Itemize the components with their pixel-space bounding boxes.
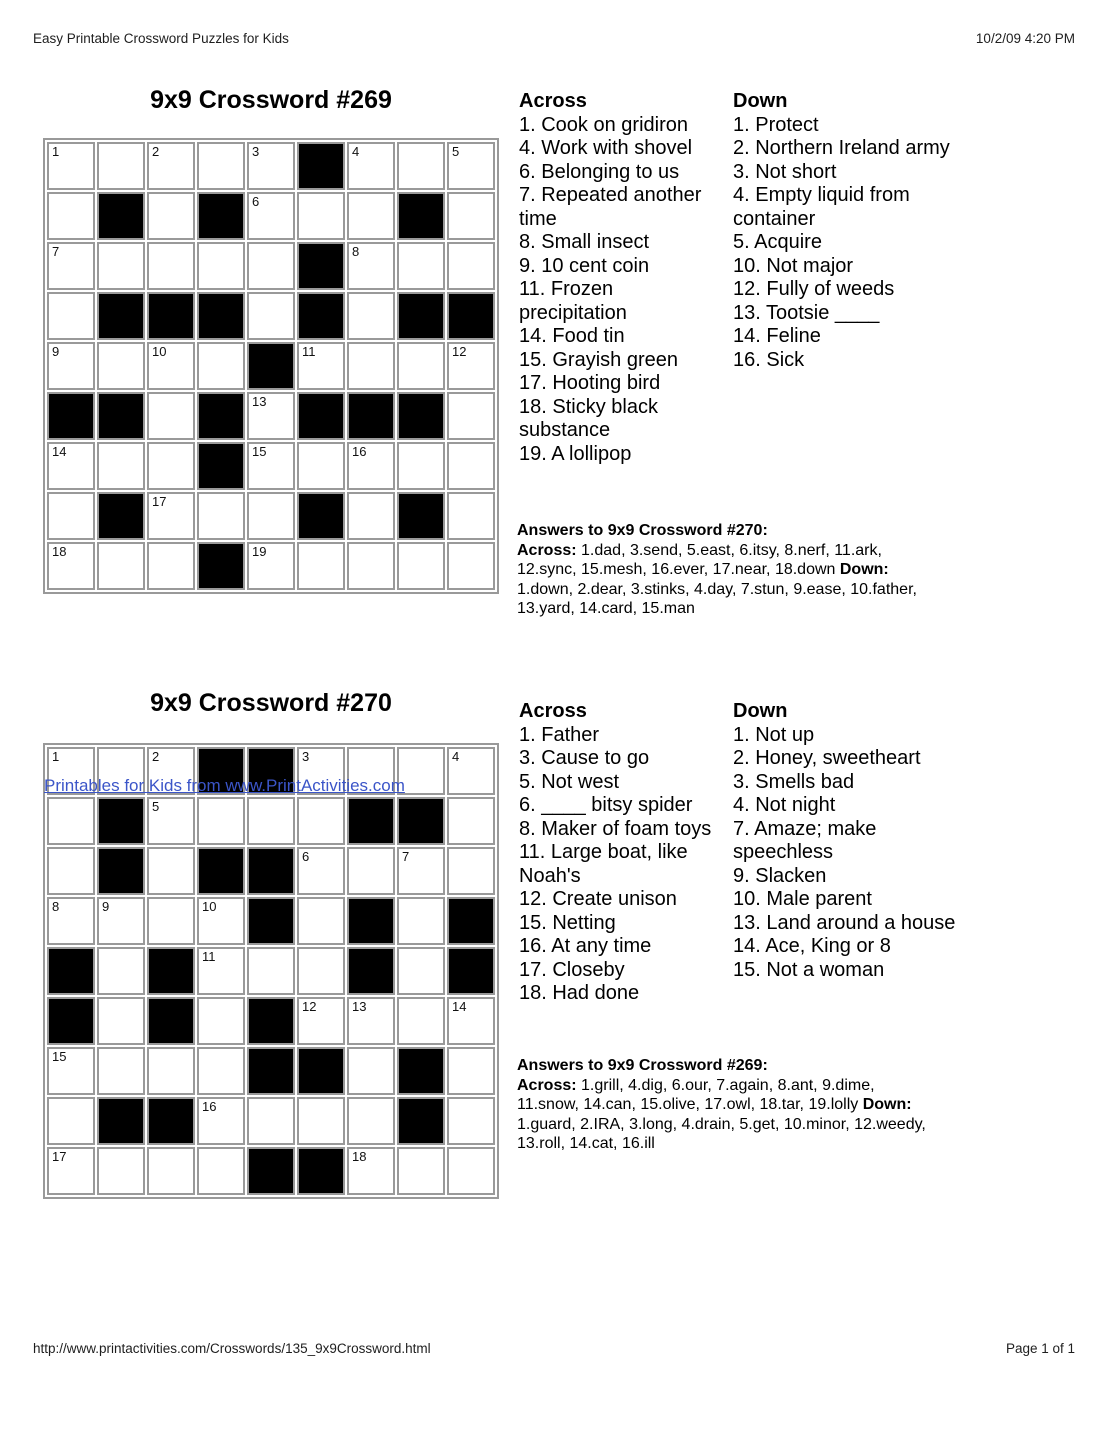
puzzle-270-clues (519, 700, 965, 1006)
grid-row (47, 542, 495, 590)
black-cell (297, 242, 345, 290)
clue-item: 17. Hooting bird (519, 372, 661, 394)
black-cell (47, 392, 95, 440)
white-cell (397, 142, 445, 190)
clue-item: 14. Feline (733, 325, 821, 347)
clue-item: 15. Not a woman (733, 958, 885, 981)
black-cell (397, 1047, 445, 1095)
clue-item: 11. Frozen precipitation (519, 278, 627, 324)
white-cell (47, 342, 95, 390)
black-cell (347, 947, 395, 995)
clue-item: 10. Not major (733, 254, 854, 277)
white-cell (397, 997, 445, 1045)
clue-item: 5. Not west (519, 770, 620, 793)
clue-item: 12. Create unison (519, 888, 677, 910)
white-cell (447, 492, 495, 540)
answers-down-label: Down: (862, 1096, 912, 1113)
white-cell (447, 142, 495, 190)
white-cell (247, 242, 295, 290)
cell-number: 13 (252, 394, 267, 409)
white-cell (247, 542, 295, 590)
white-cell (47, 242, 95, 290)
white-cell (147, 1147, 195, 1195)
cell-number: 18 (352, 1149, 367, 1164)
white-cell (47, 1147, 95, 1195)
grid-row (47, 947, 495, 995)
clue-item: 14. Food tin (519, 325, 625, 347)
white-cell (347, 1147, 395, 1195)
white-cell (197, 342, 245, 390)
white-cell (347, 242, 395, 290)
black-cell (297, 1147, 345, 1195)
white-cell (47, 797, 95, 845)
white-cell (197, 142, 245, 190)
white-cell (447, 797, 495, 845)
across-heading: Across (519, 90, 587, 112)
cell-number: 1 (52, 144, 60, 159)
black-cell (247, 997, 295, 1045)
black-cell (347, 797, 395, 845)
white-cell (197, 1147, 245, 1195)
cell-number: 6 (252, 194, 260, 209)
clue-item: 8. Maker of foam toys (519, 817, 712, 840)
cell-number: 17 (152, 494, 167, 509)
white-cell (297, 897, 345, 945)
white-cell (147, 1047, 195, 1095)
white-cell (447, 342, 495, 390)
down-clue-list (733, 114, 965, 373)
white-cell (347, 997, 395, 1045)
clue-item: 4. Empty liquid from container (733, 184, 910, 230)
cell-number: 15 (252, 444, 267, 459)
puzzle-269-title: 9x9 Crossword #269 (150, 86, 392, 114)
black-cell (97, 847, 145, 895)
cell-number: 1 (52, 749, 60, 764)
white-cell (397, 897, 445, 945)
cell-number: 2 (152, 144, 160, 159)
answers-text (517, 1076, 937, 1154)
white-cell (197, 997, 245, 1045)
clue-item: 18. Sticky black substance (519, 395, 658, 441)
black-cell (97, 797, 145, 845)
white-cell (347, 1047, 395, 1095)
white-cell (297, 342, 345, 390)
white-cell (347, 847, 395, 895)
white-cell (297, 442, 345, 490)
clue-item: 1. Cook on gridiron (519, 113, 688, 136)
white-cell (447, 392, 495, 440)
grid-row (47, 242, 495, 290)
clue-item: 3. Not short (733, 160, 837, 183)
white-cell (97, 997, 145, 1045)
white-cell (197, 947, 245, 995)
answers-across-label: Across: (517, 1076, 577, 1094)
white-cell (97, 1147, 145, 1195)
grid-row (47, 142, 495, 190)
clue-item: 1. Protect (733, 113, 819, 136)
white-cell (347, 542, 395, 590)
white-cell (97, 142, 145, 190)
white-cell (47, 1097, 95, 1145)
white-cell (147, 847, 195, 895)
clue-item: 13. Land around a house (733, 911, 956, 934)
black-cell (197, 847, 245, 895)
clue-item: 12. Fully of weeds (733, 278, 895, 300)
black-cell (147, 947, 195, 995)
clue-item: 9. 10 cent coin (519, 254, 650, 277)
white-cell (247, 1097, 295, 1145)
cell-number: 12 (302, 999, 317, 1014)
cell-number: 18 (52, 544, 67, 559)
clue-item: 7. Repeated another time (519, 184, 702, 230)
white-cell (297, 797, 345, 845)
black-cell (97, 192, 145, 240)
cell-number: 16 (202, 1099, 217, 1114)
clue-item: 8. Small insect (519, 231, 650, 253)
black-cell (397, 192, 445, 240)
white-cell (47, 442, 95, 490)
white-cell (197, 242, 245, 290)
black-cell (197, 192, 245, 240)
white-cell (147, 142, 195, 190)
crossword-grid-270 (43, 743, 499, 1199)
white-cell (447, 542, 495, 590)
white-cell (247, 797, 295, 845)
grid-row (47, 897, 495, 945)
puzzle-269-clues (519, 90, 965, 466)
clue-item: 18. Had done (519, 982, 640, 1004)
cell-number: 15 (52, 1049, 67, 1064)
across-column (519, 90, 724, 466)
black-cell (147, 1097, 195, 1145)
black-cell (297, 1047, 345, 1095)
white-cell (447, 1047, 495, 1095)
black-cell (447, 897, 495, 945)
white-cell (347, 192, 395, 240)
across-column (519, 700, 724, 1006)
clue-item: 16. Sick (733, 348, 805, 371)
clue-item: 9. Slacken (733, 864, 827, 887)
black-cell (97, 392, 145, 440)
white-cell (247, 442, 295, 490)
across-clue-list (519, 114, 724, 467)
answers-heading: Answers to 9x9 Crossword #269: (517, 1057, 768, 1074)
white-cell (247, 947, 295, 995)
answers-down-label: Down: (839, 561, 889, 578)
printactivities-link[interactable]: Printables for Kids from www.PrintActivities.com (44, 776, 405, 795)
cell-number: 11 (302, 344, 316, 359)
white-cell (397, 1147, 445, 1195)
cell-number: 10 (202, 899, 217, 914)
white-cell (247, 492, 295, 540)
answers-block-270 (517, 521, 937, 619)
cell-number: 14 (52, 444, 67, 459)
cell-number: 12 (452, 344, 467, 359)
white-cell (147, 542, 195, 590)
clue-item: 1. Not up (733, 723, 815, 746)
white-cell (347, 442, 395, 490)
clue-item: 13. Tootsie ____ (733, 301, 880, 324)
cell-number: 3 (252, 144, 260, 159)
black-cell (47, 947, 95, 995)
white-cell (297, 847, 345, 895)
cell-number: 5 (452, 144, 460, 159)
white-cell (147, 797, 195, 845)
clue-item: 15. Grayish green (519, 348, 678, 371)
black-cell (247, 342, 295, 390)
white-cell (447, 192, 495, 240)
clue-item: 17. Closeby (519, 958, 625, 981)
grid-row (47, 342, 495, 390)
white-cell (47, 847, 95, 895)
grid-row (47, 1047, 495, 1095)
white-cell (97, 342, 145, 390)
white-cell (97, 947, 145, 995)
white-cell (97, 1047, 145, 1095)
grid-row (47, 797, 495, 845)
cell-number: 17 (52, 1149, 67, 1164)
black-cell (447, 292, 495, 340)
black-cell (397, 1097, 445, 1145)
white-cell (47, 542, 95, 590)
grid-row (47, 1147, 495, 1195)
cell-number: 2 (152, 749, 160, 764)
black-cell (397, 797, 445, 845)
answers-across-values: 1.dad, 3.send, 5.east, 6.itsy, 8.nerf, 11.ark, 12.sync, 15.mesh, 16.ever, 17.near, 18.down (517, 541, 882, 578)
white-cell (147, 342, 195, 390)
clue-item: 15. Netting (519, 911, 616, 934)
answers-across-values: 1.grill, 4.dig, 6.our, 7.again, 8.ant, 9.dime, 11.snow, 14.can, 15.olive, 17.owl, 18.tar, 19.lolly (517, 1076, 875, 1113)
white-cell (347, 342, 395, 390)
white-cell (47, 292, 95, 340)
footer-url: http://www.printactivities.com/Crosswords/135_9x9Crossword.html (33, 1341, 431, 1356)
cell-number: 7 (402, 849, 410, 864)
clue-item: 11. Large boat, like Noah's (519, 841, 688, 887)
clue-item: 5. Acquire (733, 231, 822, 253)
clue-item: 4. Not night (733, 794, 836, 816)
black-cell (197, 292, 245, 340)
white-cell (397, 542, 445, 590)
black-cell (297, 392, 345, 440)
clue-item: 16. At any time (519, 935, 652, 957)
answers-heading: Answers to 9x9 Crossword #270: (517, 522, 768, 539)
cell-number: 9 (52, 344, 60, 359)
white-cell (147, 242, 195, 290)
black-cell (447, 947, 495, 995)
white-cell (447, 747, 495, 795)
grid-row (47, 192, 495, 240)
grid-row (47, 392, 495, 440)
white-cell (197, 1097, 245, 1145)
answers-block-269 (517, 1056, 937, 1154)
black-cell (197, 392, 245, 440)
white-cell (147, 392, 195, 440)
clue-item: 6. Belonging to us (519, 160, 680, 183)
black-cell (297, 142, 345, 190)
cell-number: 9 (102, 899, 110, 914)
grid-row (47, 997, 495, 1045)
black-cell (147, 997, 195, 1045)
cell-number: 8 (352, 244, 360, 259)
white-cell (197, 797, 245, 845)
header-timestamp: 10/2/09 4:20 PM (975, 31, 1075, 46)
white-cell (247, 142, 295, 190)
cell-number: 4 (352, 144, 360, 159)
black-cell (247, 897, 295, 945)
cell-number: 11 (202, 949, 216, 964)
white-cell (147, 897, 195, 945)
cell-number: 19 (252, 544, 267, 559)
clue-item: 3. Cause to go (519, 747, 650, 769)
cell-number: 13 (352, 999, 367, 1014)
white-cell (447, 847, 495, 895)
black-cell (297, 492, 345, 540)
white-cell (47, 192, 95, 240)
white-cell (347, 142, 395, 190)
black-cell (97, 492, 145, 540)
clue-item: 4. Work with shovel (519, 137, 693, 159)
cell-number: 5 (152, 799, 160, 814)
white-cell (297, 542, 345, 590)
black-cell (197, 442, 245, 490)
header-title: Easy Printable Crossword Puzzles for Kids (33, 31, 289, 46)
black-cell (247, 1047, 295, 1095)
cell-number: 10 (152, 344, 167, 359)
black-cell (147, 292, 195, 340)
white-cell (147, 442, 195, 490)
answers-down-values: 1.guard, 2.IRA, 3.long, 4.drain, 5.get, 10.minor, 12.weedy, 13.roll, 14.cat, 16.ill (517, 1115, 926, 1152)
white-cell (147, 192, 195, 240)
white-cell (347, 292, 395, 340)
grid-row (47, 1097, 495, 1145)
white-cell (147, 492, 195, 540)
white-cell (97, 242, 145, 290)
white-cell (197, 1047, 245, 1095)
clue-item: 7. Amaze; make speechless (733, 817, 877, 863)
across-heading: Across (519, 700, 587, 722)
white-cell (247, 292, 295, 340)
clue-item: 10. Male parent (733, 888, 872, 910)
grid-row (47, 492, 495, 540)
down-heading: Down (733, 90, 788, 112)
white-cell (397, 947, 445, 995)
grid-row (47, 292, 495, 340)
puzzle-270-title: 9x9 Crossword #270 (150, 689, 392, 717)
black-cell (97, 292, 145, 340)
white-cell (397, 442, 445, 490)
black-cell (397, 292, 445, 340)
down-clue-list (733, 724, 965, 983)
black-cell (397, 392, 445, 440)
white-cell (447, 242, 495, 290)
grid-row (47, 847, 495, 895)
white-cell (47, 897, 95, 945)
black-cell (197, 542, 245, 590)
down-column (733, 90, 965, 466)
cell-number: 8 (52, 899, 60, 914)
white-cell (397, 847, 445, 895)
black-cell (297, 292, 345, 340)
white-cell (197, 897, 245, 945)
cell-number: 14 (452, 999, 467, 1014)
black-cell (247, 847, 295, 895)
answers-across-label: Across: (517, 541, 577, 559)
grid-row (47, 442, 495, 490)
cell-number: 7 (52, 244, 60, 259)
white-cell (297, 997, 345, 1045)
white-cell (297, 192, 345, 240)
black-cell (347, 392, 395, 440)
clue-item: 19. A lollipop (519, 442, 632, 465)
white-cell (297, 1097, 345, 1145)
footer-page-number: Page 1 of 1 (1005, 1341, 1075, 1356)
clue-item: 2. Honey, sweetheart (733, 747, 921, 769)
answers-down-values: 1.down, 2.dear, 3.stinks, 4.day, 7.stun, 9.ease, 10.father, 13.yard, 14.card, 15.man (517, 580, 917, 617)
white-cell (247, 392, 295, 440)
cell-number: 4 (452, 749, 460, 764)
white-cell (97, 442, 145, 490)
black-cell (347, 897, 395, 945)
down-column (733, 700, 965, 1006)
black-cell (97, 1097, 145, 1145)
white-cell (447, 442, 495, 490)
white-cell (47, 492, 95, 540)
clue-item: 2. Northern Ireland army (733, 137, 950, 159)
cell-number: 16 (352, 444, 367, 459)
black-cell (397, 492, 445, 540)
clue-item: 6. ____ bitsy spider (519, 794, 693, 816)
white-cell (47, 1047, 95, 1095)
white-cell (397, 342, 445, 390)
across-clue-list (519, 724, 724, 1006)
white-cell (447, 1097, 495, 1145)
clue-item: 3. Smells bad (733, 770, 855, 793)
white-cell (447, 997, 495, 1045)
white-cell (47, 142, 95, 190)
white-cell (297, 947, 345, 995)
black-cell (247, 1147, 295, 1195)
clue-item: 14. Ace, King or 8 (733, 935, 891, 957)
white-cell (197, 492, 245, 540)
white-cell (347, 492, 395, 540)
white-cell (447, 1147, 495, 1195)
cell-number: 3 (302, 749, 310, 764)
white-cell (97, 897, 145, 945)
white-cell (97, 542, 145, 590)
answers-text (517, 541, 937, 619)
white-cell (347, 1097, 395, 1145)
crossword-grid-269 (43, 138, 499, 594)
white-cell (247, 192, 295, 240)
black-cell (47, 997, 95, 1045)
down-heading: Down (733, 700, 788, 722)
cell-number: 6 (302, 849, 310, 864)
white-cell (397, 242, 445, 290)
clue-item: 1. Father (519, 723, 600, 746)
